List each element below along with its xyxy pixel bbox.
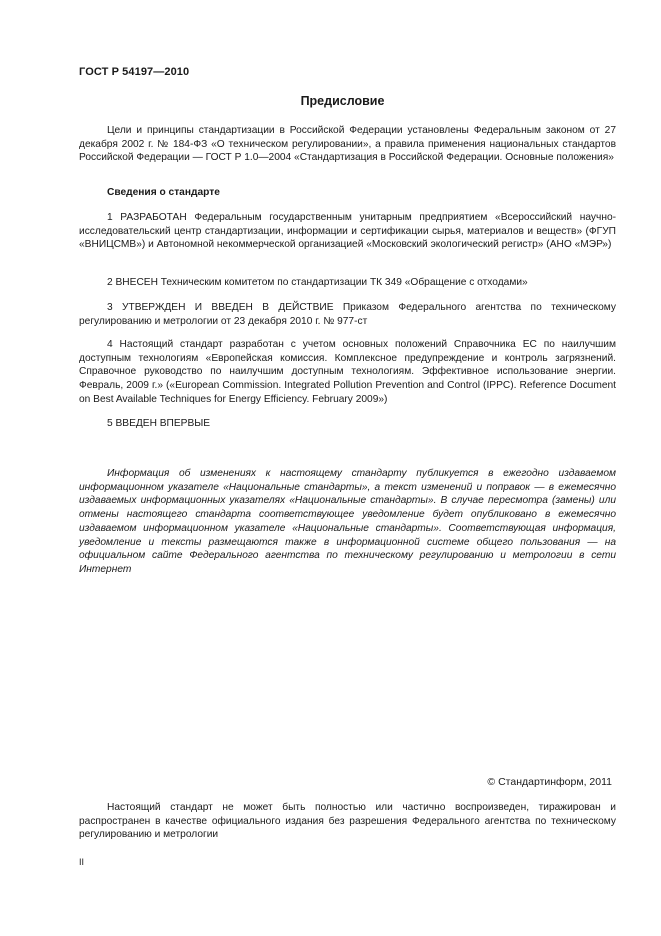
page-number: II	[79, 857, 85, 867]
item-based-on: 4 Настоящий стандарт разработан с учетом основных положений Справочника ЕС по наилучшим доступным технологиям «Европейская комиссия. Комплексное предупреждение и контроль загрязнений. Справочное руководство по наилучшим доступным технологиям. Эффективное использование энергии. Февраль, 2009 г.» («European Commission. Integrated Pollution Prevention and Control (IPPC). Reference Document on Best Available Techniques for Energy Efficiency. February 2009»)	[79, 339, 616, 405]
page-title: Предисловие	[300, 94, 385, 108]
info-heading: Сведения о стандарте	[107, 187, 220, 198]
document-code: ГОСТ Р 54197—2010	[79, 66, 190, 78]
notice-paragraph: Информация об изменениях к настоящему стандарту публикуется в ежегодно издаваемом информационном указателе «Национальные стандарты», а текст изменений и поправок — в ежемесячно издаваемых информационных указателях «Национальные стандарты». В случае пересмотра (замены) или отмены настоящего стандарта соответствующее уведомление будет опубликовано в ежемесячно издаваемом информационном указателе «Национальные стандарты». Соответствующая информация, уведомление и тексты размещаются также в информационной системе общего пользования — на официальном сайте Федерального агентства по техническому регулированию и метрологии в сети Интернет	[79, 468, 616, 575]
item-first-introduced: 5 ВВЕДЕН ВПЕРВЫЕ	[107, 418, 211, 429]
item-introduced-by: 2 ВНЕСЕН Техническим комитетом по стандартизации ТК 349 «Обращение с отходами»	[107, 277, 528, 288]
reproduction-notice: Настоящий стандарт не может быть полностью или частично воспроизведен, тиражирован и распространен в качестве официального издания без разрешения Федерального агентства по техническому регулированию и метрологии	[79, 802, 616, 841]
copyright: © Стандартинформ, 2011	[487, 776, 612, 788]
item-developed: 1 РАЗРАБОТАН Федеральным государственным унитарным предприятием «Всероссийский научно-исследовательский центр стандартизации, информации и сертификации сырья, материалов и веществ» (ФГУП «ВНИЦСМВ») и Автономной некоммерческой организацией «Московский экологический регистр» (АНО «МЭР»)	[79, 212, 616, 251]
item-approved: 3 УТВЕРЖДЕН И ВВЕДЕН В ДЕЙСТВИЕ Приказом Федерального агентства по техническому регулированию и метрологии от 23 декабря 2010 г. № 977-ст	[79, 302, 616, 327]
intro-paragraph: Цели и принципы стандартизации в Российской Федерации установлены Федеральным законом от 27 декабря 2002 г. № 184-ФЗ «О техническом регулировании», а правила применения национальных стандартов Российской Федерации — ГОСТ Р 1.0—2004 «Стандартизация в Российской Федерации. Основные положения»	[79, 125, 616, 164]
